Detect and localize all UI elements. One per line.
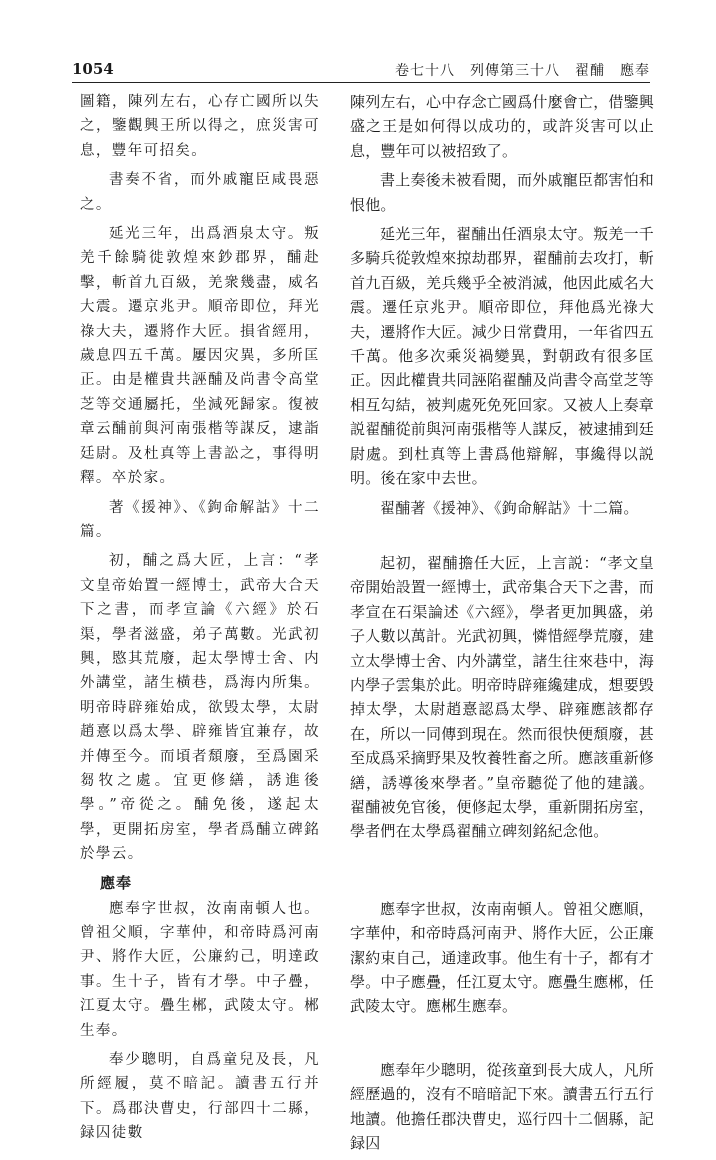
translation-paragraph-3: 延光三年，翟酺出任酒泉太守。叛羌一千多騎兵從敦煌來掠劫郡界，翟酺前去攻打，斬首九百級，羌兵幾乎全被消滅，他因此威名大震。遷任京兆尹。順帝即位，拜他爲光祿大夫，遷將作大匠。減少日常費用，一年省四五千萬。他多次乘災禍變異，對朝政有很多匡正。因此權貴共同誣陷翟酺及尚書令高堂芝等相互勾結，被判處死免死回家。又被人上奏章説翟酺從前與河南張楷等人謀反，被逮捕到廷尉處。到杜真等上書爲他辯解，事纔得以説明。後在家中去世。 [350,225,655,488]
spacer [350,849,654,897]
running-title: 卷七十八 列傳第三十八 翟酺 應奉 [395,63,650,79]
classical-paragraph-1: 圖籍，陳列左右，心存亡國所以失之，鑒觀興王所以得之，庶災害可息，豐年可招矣。 [80,94,320,159]
classical-paragraph-7: 奉少聰明，自爲童兒及長，凡所經履，莫不暗記。讀書五行并下。爲郡決曹史，行部四十二縣，録囚徒數 [80,1052,320,1142]
page-number: 1054 [72,60,114,78]
section-title: 應奉 [100,873,133,892]
spacer [350,1024,654,1058]
classical-paragraph-2: 書奏不省，而外戚寵臣咸畏惡之。 [80,172,320,213]
translation-paragraph-1: 陳列左右，心中存念亡國爲什麼會亡，借鑒興盛之王是如何得以成功的，或許災害可以止息，豐年可以被招致了。 [350,93,655,160]
translation-paragraph-2: 書上奏後未被看閱，而外戚寵臣都害怕和恨他。 [350,171,654,214]
spacer [350,525,654,551]
classical-text-column [80,90,320,1151]
page-header [72,58,650,83]
translation-paragraph-4: 翟酺著《援神》、《鉤命解詁》十二篇。 [380,498,639,517]
translation-paragraph-5: 起初，翟酺擔任大匠，上言説：“孝文皇帝開始設置一經博士，武帝集合天下之書，而孝宣在石渠論述《六經》，學者更加興盛，弟子人數以萬計。光武初興，憐惜經學荒廢，建立太學博士舍、内外講堂，諸生往來巷中，海内學子雲集於此。明帝時辟雍纔建成，想要毁掉太學，太尉趙憙認爲太學、辟雍應該都存在，所以一同傳到現在。然而很快便頹廢，甚至成爲采摘野果及牧養牲畜之所。應該重新修繕，誘導後來學者。”皇帝聽從了他的建議。翟酺被免官後，便修起太學，重新開拓房室，學者們在太學爲翟酺立碑刻銘紀念他。 [350,553,655,841]
classical-paragraph-3: 延光三年，出爲酒泉太守。叛羌千餘騎徙敦煌來鈔郡界，酺赴擊，斬首九百級，羌衆幾盡，威名大震。遷京兆尹。順帝即位，拜光祿大夫，遷將作大匠。損省經用，歲息四五千萬。屢因灾異，多所匡正。由是權貴共誣酺及尚書令高堂芝等交通屬托，坐減死歸家。復被章云酺前與河南張楷等謀反，逮詣廷尉。及杜真等上書訟之，事得明釋。卒於家。 [80,226,320,487]
classical-paragraph-4: 著《援神》、《鉤命解詁》十二篇。 [80,499,320,540]
classical-paragraph-6: 應奉字世叔，汝南南頓人也。曾祖父順，字華仲，和帝時爲河南尹、將作大匠，公廉約己，明達政事。生十子，皆有才學。中子疊，江夏太守。疊生郴，武陵太守。郴生奉。 [80,900,320,1039]
translation-paragraph-6: 應奉字世叔，汝南南頓人。曾祖父應順，字華仲，和帝時爲河南尹、將作大匠，公正廉潔約束自己，通達政事。他生有十子，都有才學。中子應疊，任江夏太守。應疊生應郴，任武陵太守。應郴生應奉。 [350,899,655,1016]
translation-paragraph-7: 應奉年少聰明，從孩童到長大成人，凡所經歷過的，沒有不暗暗記下來。讀書五行五行地讀。他擔任郡決曹史，巡行四十二個縣，記録囚 [350,1060,655,1153]
classical-paragraph-5: 初，酺之爲大匠，上言：“孝文皇帝始置一經博士，武帝大合天下之書，而孝宣論《六經》於石渠，學者滋盛，弟子萬數。光武初興，愍其荒廢，起太學博士舍、内外講堂，諸生橫巷，爲海内所集。明帝時辟雍始成，欲毁太學，太尉趙憙以爲太學、辟雍皆宜兼存，故并傳至今。而頃者頹廢，至爲園采芻牧之處。宜更修繕，誘進後學。”帝從之。酺免後，遂起太學，更開拓房室，學者爲酺立碑銘於學云。 [80,553,320,863]
